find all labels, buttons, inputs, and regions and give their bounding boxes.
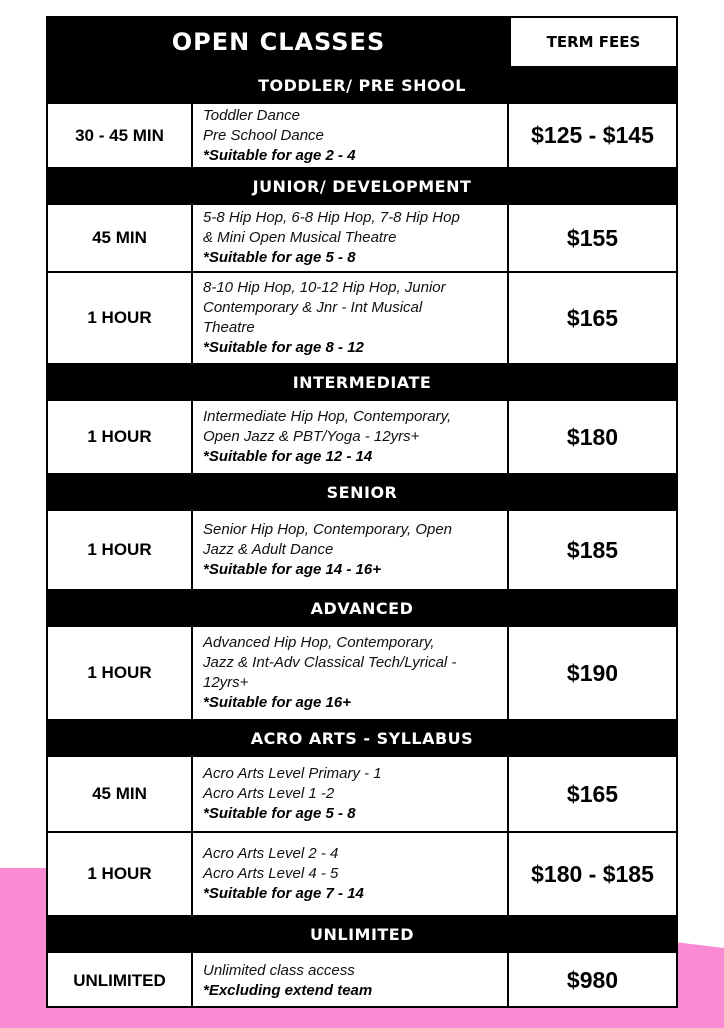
- description-cell: [193, 401, 509, 473]
- suitable-age: *Suitable for age 16+: [203, 694, 351, 711]
- description-cell: [193, 511, 509, 589]
- section-header-acro: ACRO ARTS - SYLLABUS: [48, 721, 676, 757]
- description-cell: [193, 273, 509, 363]
- price-cell: $980: [566, 967, 619, 993]
- price-cell: $185: [566, 536, 619, 563]
- class-line: 12yrs+: [203, 674, 249, 691]
- class-line: Pre School Dance: [203, 126, 324, 144]
- price-cell: $155: [566, 224, 619, 251]
- table-row: [48, 511, 676, 591]
- table-row: [48, 757, 676, 833]
- description-cell: [193, 833, 509, 915]
- suitable-age: *Excluding extend team: [203, 981, 373, 999]
- price-cell: $165: [566, 780, 619, 807]
- description-cell: [193, 205, 509, 271]
- section-header-unlimited: UNLIMITED: [48, 917, 676, 953]
- term-fees-label: TERM FEES: [509, 18, 676, 66]
- price-cell: $125 - $145: [531, 122, 654, 148]
- duration-cell: 1 HOUR: [48, 273, 193, 363]
- duration-cell: 1 HOUR: [48, 833, 193, 915]
- duration-cell: 1 HOUR: [48, 627, 193, 719]
- class-line: Acro Arts Level 4 - 5: [203, 865, 339, 882]
- class-line: Acro Arts Level 1 -2: [203, 785, 335, 802]
- section-header-junior: JUNIOR/ DEVELOPMENT: [48, 169, 676, 205]
- class-line: Open Jazz & PBT/Yoga - 12yrs+: [203, 428, 420, 445]
- class-line: Senior Hip Hop, Contemporary, Open: [203, 521, 453, 538]
- suitable-age: *Suitable for age 14 - 16+: [203, 561, 381, 578]
- table-row: [48, 273, 676, 365]
- suitable-age: *Suitable for age 7 - 14: [203, 885, 364, 902]
- suitable-age: *Suitable for age 2 - 4: [203, 146, 356, 164]
- description-cell: [193, 953, 509, 1008]
- duration-cell: 45 MIN: [48, 757, 193, 831]
- class-line: Acro Arts Level 2 - 4: [203, 845, 339, 862]
- table-row: [48, 205, 676, 273]
- class-line: Toddler Dance: [203, 106, 301, 124]
- table-header: [48, 18, 676, 68]
- suitable-age: *Suitable for age 5 - 8: [203, 805, 356, 822]
- class-line: Advanced Hip Hop, Contemporary,: [203, 634, 435, 651]
- duration-cell: 1 HOUR: [48, 511, 193, 589]
- price-cell: $180: [566, 423, 619, 450]
- section-header-toddler: TODDLER/ PRE SHOOL: [48, 68, 676, 104]
- description-cell: [193, 104, 509, 167]
- class-line: Theatre: [203, 319, 255, 336]
- description-cell: [193, 627, 509, 719]
- duration-cell: 45 MIN: [48, 205, 193, 271]
- class-line: Jazz & Int-Adv Classical Tech/Lyrical -: [203, 654, 457, 671]
- class-line: Contemporary & Jnr - Int Musical: [203, 299, 423, 316]
- section-header-senior: SENIOR: [48, 475, 676, 511]
- price-cell: $190: [566, 659, 619, 686]
- table-row: [48, 953, 676, 1008]
- description-cell: [193, 757, 509, 831]
- suitable-age: *Suitable for age 12 - 14: [203, 448, 373, 465]
- duration-cell: 1 HOUR: [48, 401, 193, 473]
- class-line: Jazz & Adult Dance: [203, 541, 334, 558]
- price-cell: $165: [566, 304, 619, 331]
- class-line: & Mini Open Musical Theatre: [203, 229, 397, 246]
- class-line: Acro Arts Level Primary - 1: [203, 765, 382, 782]
- class-line: Intermediate Hip Hop, Contemporary,: [203, 408, 452, 425]
- page-title: OPEN CLASSES: [48, 18, 509, 66]
- class-fees-table: [46, 16, 678, 1008]
- table-row: [48, 401, 676, 475]
- class-line: 5-8 Hip Hop, 6-8 Hip Hop, 7-8 Hip Hop: [203, 209, 460, 226]
- class-line: 8-10 Hip Hop, 10-12 Hip Hop, Junior: [203, 279, 446, 296]
- section-header-intermediate: INTERMEDIATE: [48, 365, 676, 401]
- duration-cell: 30 - 45 MIN: [48, 104, 193, 167]
- suitable-age: *Suitable for age 5 - 8: [203, 249, 356, 266]
- section-header-advanced: ADVANCED: [48, 591, 676, 627]
- table-row: [48, 104, 676, 169]
- table-row: [48, 833, 676, 917]
- table-row: [48, 627, 676, 721]
- suitable-age: *Suitable for age 8 - 12: [203, 339, 364, 356]
- class-line: Unlimited class access: [203, 961, 355, 979]
- price-cell: $180 - $185: [531, 860, 654, 887]
- duration-cell: UNLIMITED: [48, 953, 193, 1008]
